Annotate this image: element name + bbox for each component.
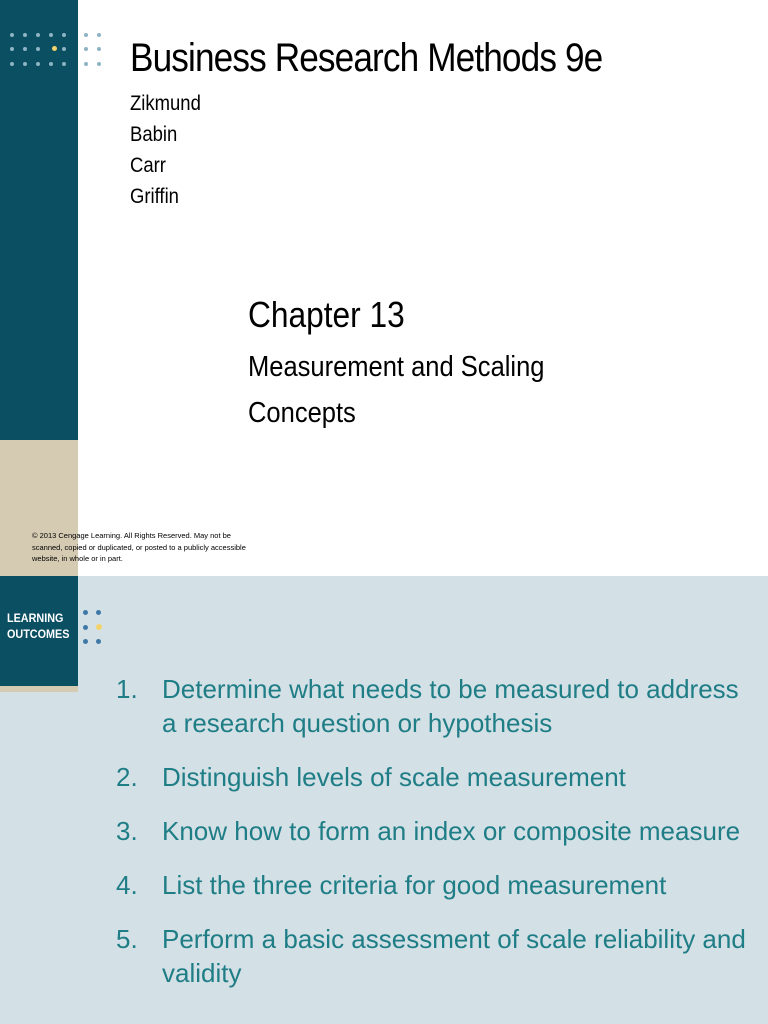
author-list: [130, 88, 201, 212]
outcome-number: 1.: [116, 674, 138, 704]
author-name: Zikmund: [130, 92, 201, 115]
dot-pattern-icon: [80, 606, 110, 646]
list-item: [116, 922, 746, 990]
learning-outcomes-label: [7, 610, 69, 642]
outcome-number: 2.: [116, 762, 138, 792]
list-item: [116, 814, 746, 848]
outcome-text: Determine what needs to be measured to address a research question or hypothesis: [162, 674, 739, 738]
copyright-notice: © 2013 Cengage Learning. All Rights Reserved. May not be scanned, copied or duplicated, or posted to a publicly accessible website, in whole or in part.: [32, 531, 246, 563]
dot-pattern-icon: [0, 0, 110, 70]
chapter-subtitle: [248, 344, 635, 436]
author-name: Carr: [130, 154, 166, 177]
outcome-text: Distinguish levels of scale measurement: [162, 762, 626, 792]
book-title: Business Research Methods 9e: [130, 36, 603, 80]
label-line: LEARNING: [7, 611, 64, 625]
label-line: OUTCOMES: [7, 627, 70, 641]
outcome-list: [116, 672, 746, 1010]
author-name: Griffin: [130, 185, 179, 208]
learning-outcomes-slide: [0, 576, 768, 1024]
subtitle-line: Measurement and Scaling: [248, 351, 545, 383]
subtitle-line: Concepts: [248, 397, 356, 429]
list-item: [116, 672, 746, 740]
outcome-number: 4.: [116, 870, 138, 900]
list-item: [116, 760, 746, 794]
outcome-number: 3.: [116, 816, 138, 846]
chapter-heading: Chapter 13: [248, 294, 405, 335]
author-name: Babin: [130, 123, 178, 146]
list-item: [116, 868, 746, 902]
outcome-number: 5.: [116, 924, 138, 954]
outcome-text: Perform a basic assessment of scale reliability and validity: [162, 924, 746, 988]
outcome-text: Know how to form an index or composite measure: [162, 816, 741, 846]
sidebar-tan: [0, 686, 78, 692]
outcome-text: List the three criteria for good measurement: [162, 870, 667, 900]
